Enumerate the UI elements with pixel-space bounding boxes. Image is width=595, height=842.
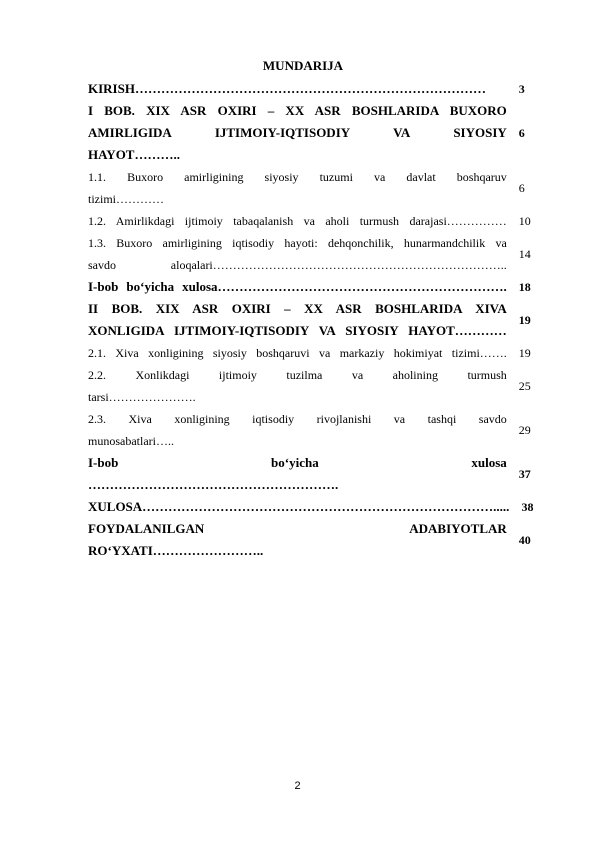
toc-entry-text bbox=[88, 408, 507, 452]
toc-entry-line: HAYOT……….. bbox=[88, 147, 180, 162]
toc-entry-text bbox=[88, 276, 507, 298]
toc-entry-text bbox=[88, 166, 507, 210]
toc-page-number: 19 bbox=[518, 312, 531, 327]
toc-entry-line: 2.3. Xiva xonligining iqtisodiy rivojlanishi va tashqi savdo bbox=[88, 412, 507, 426]
toc-row bbox=[88, 166, 548, 210]
page-number: 2 bbox=[294, 780, 301, 792]
toc-entry-line: 1.3. Buxoro amirligining iqtisodiy hayoti: dehqonchilik, hunarmandchilik va bbox=[88, 236, 507, 250]
toc-entry-line: munosabatlari….. bbox=[88, 434, 174, 448]
toc-page-number: 6 bbox=[518, 180, 525, 195]
toc-row bbox=[88, 496, 548, 518]
toc-entry-line: tizimi………… bbox=[88, 192, 164, 206]
toc-entry-text bbox=[88, 100, 507, 166]
toc-page-number: 14 bbox=[518, 246, 531, 261]
toc-row bbox=[88, 364, 548, 408]
toc-row bbox=[88, 298, 548, 342]
toc-entry-text bbox=[88, 298, 507, 342]
toc-entry-line: 2.2. Xonlikdagi ijtimoiy tuzilma va aholining turmush bbox=[88, 368, 507, 382]
toc-entry-line: I BOB. XIX ASR OXIRI – XX ASR BOSHLARIDA BUXORO bbox=[88, 103, 507, 118]
toc-entry-line: tarsi…………………. bbox=[88, 390, 196, 404]
toc-entry-text bbox=[88, 232, 507, 276]
toc-row bbox=[88, 210, 548, 232]
toc-entry-text bbox=[88, 342, 507, 364]
page-title: MUNDARIJA bbox=[262, 58, 344, 73]
toc-page-number: 29 bbox=[518, 422, 531, 437]
toc-entry-line: I-bob bo‘yicha xulosa…………………………………………………………. bbox=[88, 279, 507, 294]
toc-page-number: 37 bbox=[518, 466, 531, 481]
toc-entry-line: XONLIGIDA IJTIMOIY-IQTISODIY VA SIYOSIY HAYOT………… bbox=[88, 323, 507, 338]
toc-row bbox=[88, 452, 548, 496]
toc-row bbox=[88, 232, 548, 276]
toc-row bbox=[88, 100, 548, 166]
table-of-contents bbox=[88, 78, 548, 562]
toc-page-number: 3 bbox=[518, 81, 525, 96]
toc-page-number: 25 bbox=[518, 378, 531, 393]
toc-entry-line: …………………………………………………. bbox=[88, 477, 339, 492]
toc-page-number: 40 bbox=[518, 532, 531, 547]
toc-entry-line: XULOSA………………………………………………………………………..... bbox=[88, 499, 510, 514]
toc-entry-text bbox=[88, 364, 507, 408]
toc-row bbox=[88, 276, 548, 298]
toc-entry-line: AMIRLIGIDA IJTIMOIY-IQTISODIY VA SIYOSIY bbox=[88, 125, 507, 140]
toc-page-number: 38 bbox=[521, 499, 534, 514]
toc-entry-line: I-bob bo‘yicha xulosa bbox=[88, 455, 507, 470]
toc-row bbox=[88, 408, 548, 452]
toc-entry-line: II BOB. XIX ASR OXIRI – XX ASR BOSHLARIDA XIVA bbox=[88, 301, 507, 316]
toc-entry-line: 1.2. Amirlikdagi ijtimoiy tabaqalanish va aholi turmush darajasi…………… bbox=[88, 214, 507, 228]
toc-entry-line: RO‘YXATI…………………….. bbox=[88, 543, 264, 558]
toc-entry-text bbox=[88, 518, 507, 562]
toc-entry-line: savdo aloqalari……………………………………………………………….. bbox=[88, 258, 507, 272]
toc-entry-text bbox=[88, 496, 509, 518]
toc-page-number: 6 bbox=[518, 125, 525, 140]
toc-page-number: 10 bbox=[518, 213, 531, 228]
toc-entry-text bbox=[88, 78, 507, 100]
toc-entry-text bbox=[88, 452, 507, 496]
toc-page-number: 19 bbox=[518, 345, 531, 360]
toc-entry-line: FOYDALANILGAN ADABIYOTLAR bbox=[88, 521, 507, 536]
toc-row bbox=[88, 78, 548, 100]
toc-entry-line: 1.1. Buxoro amirligining siyosiy tuzumi va davlat boshqaruv bbox=[88, 170, 507, 184]
toc-page-number: 18 bbox=[518, 279, 531, 294]
toc-row bbox=[88, 342, 548, 364]
toc-row bbox=[88, 518, 548, 562]
toc-entry-line: 2.1. Xiva xonligining siyosiy boshqaruvi va markaziy hokimiyat tizimi……. bbox=[88, 346, 507, 360]
toc-entry-line: KIRISH……………………………………………………………………… bbox=[88, 81, 486, 96]
toc-entry-text bbox=[88, 210, 507, 232]
